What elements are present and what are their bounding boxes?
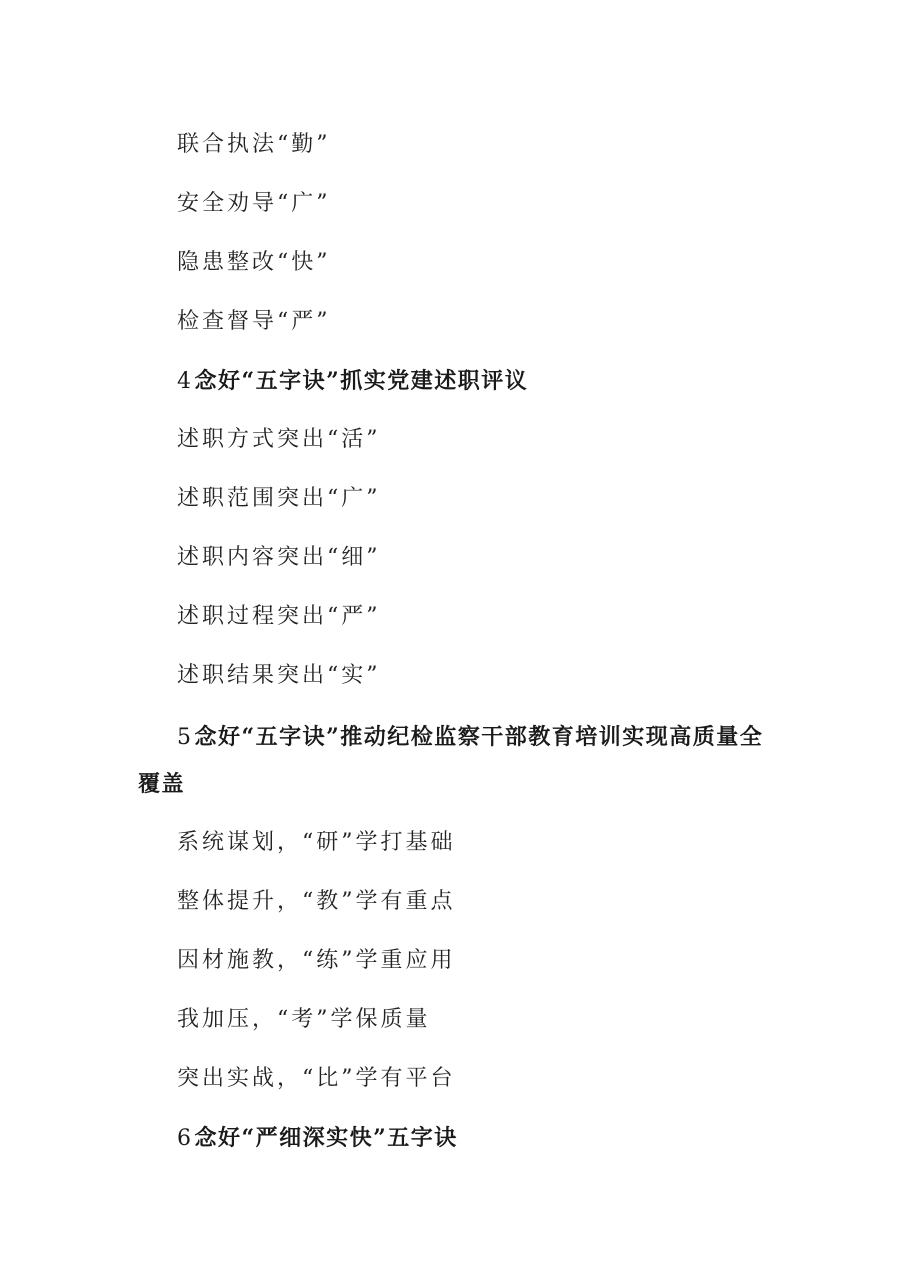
heading-text: 念好“严细深实快”五字诀	[194, 1125, 458, 1151]
list-item: 检查督导“严”	[177, 309, 331, 334]
list-item: 因材施教，“练”学重应用	[177, 948, 456, 973]
list-item: 系统谋划，“研”学打基础	[177, 830, 456, 855]
heading-number: 6	[177, 1126, 193, 1151]
list-item: 述职内容突出“细”	[177, 545, 381, 570]
list-item: 隐患整改“快”	[177, 250, 331, 275]
list-item: 我加压，“考”学保质量	[177, 1007, 431, 1032]
list-item: 安全劝导“广”	[177, 191, 331, 216]
section-heading-6	[177, 1123, 458, 1154]
list-item: 整体提升，“教”学有重点	[177, 889, 456, 914]
heading-text: 念好“五字诀”抓实党建述职评议	[194, 368, 529, 394]
heading-number: 4	[177, 369, 193, 394]
section-heading-4	[177, 366, 528, 397]
list-item: 突出实战，“比”学有平台	[177, 1066, 456, 1091]
list-item: 述职方式突出“活”	[177, 427, 381, 452]
list-item: 联合执法“勤”	[177, 132, 331, 157]
list-item: 述职范围突出“广”	[177, 486, 381, 511]
list-item: 述职结果突出“实”	[177, 663, 381, 688]
heading-text: 念好“五字诀”推动纪检监察干部教育培训实现高质量全覆盖	[138, 724, 764, 797]
section-heading-5	[138, 714, 778, 807]
list-item: 述职过程突出“严”	[177, 604, 381, 629]
heading-number: 5	[177, 725, 193, 750]
